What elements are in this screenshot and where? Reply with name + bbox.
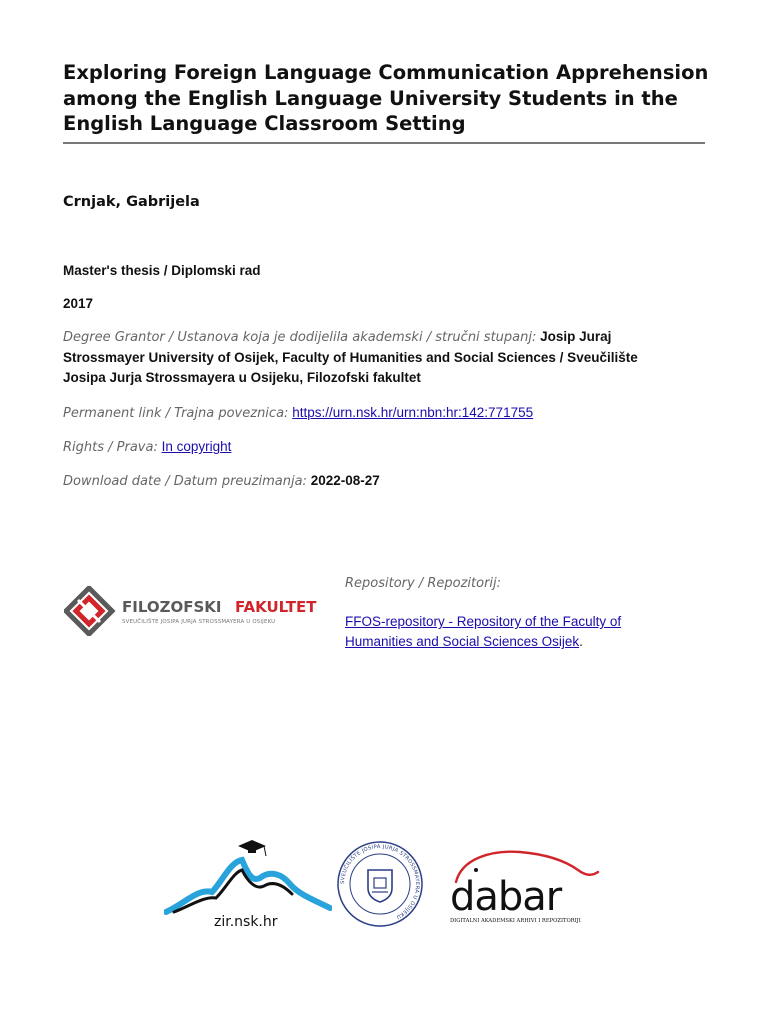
faculty-word-2: FAKULTET <box>235 598 317 616</box>
document-year: 2017 <box>63 296 94 311</box>
repository-label: Repository / Repozitorij: <box>345 576 502 591</box>
permanent-link[interactable]: https://urn.nsk.hr/urn:nbn:hr:142:771755 <box>292 405 534 420</box>
mountain-icon <box>166 860 330 912</box>
download-date-label: Download date / Datum preuzimanja: <box>63 474 307 489</box>
rights-link[interactable]: In copyright <box>161 439 232 454</box>
dabar-subtitle: DIGITALNI AKADEMSKI ARHIVI I REPOZITORIJI <box>450 918 581 924</box>
grantor-name-rest: Strossmayer University of Osijek, Faculty of Humanities and Social Sciences / Sveučilište Josipa Jurja Strossmayera u Osijeku, Filozofski fakultet <box>63 350 638 385</box>
repository-link-suffix: . <box>579 634 583 649</box>
graduation-cap-icon <box>238 840 266 856</box>
download-date: 2022-08-27 <box>310 473 380 488</box>
document-type: Master's thesis / Diplomski rad <box>63 263 261 278</box>
dabar-logo <box>446 846 606 926</box>
grantor-label: Degree Grantor / Ustanova koja je dodijelila akademski / stručni stupanj: <box>63 330 537 345</box>
permanent-link-label: Permanent link / Trajna poveznica: <box>63 406 289 421</box>
grantor-name-first: Josip Juraj <box>540 329 612 344</box>
zir-logo <box>164 838 332 930</box>
university-seal <box>336 840 424 928</box>
faculty-mark-icon <box>66 588 112 634</box>
repository-link[interactable]: FFOS-repository - Repository of the Faculty of Humanities and Social Sciences Osijek <box>345 614 622 649</box>
title-divider <box>63 142 705 144</box>
faculty-subtitle: SVEUČILIŠTE JOSIPA JURJA STROSSMAYERA U OSIJEKU <box>122 619 276 625</box>
degree-grantor <box>63 327 683 388</box>
repository-link-row <box>345 612 645 652</box>
author-name: Crnjak, Gabrijela <box>63 194 200 210</box>
dabar-logo-text: dabar <box>450 874 562 920</box>
permanent-link-row <box>63 403 533 424</box>
seal-text: SVEUČILIŠTE JOSIPA JURJA STROSSMAYERA U OSIJEKU <box>339 843 421 920</box>
download-date-row <box>63 471 380 492</box>
faculty-word-1: FILOZOFSKI <box>122 598 222 616</box>
zir-logo-text: zir.nsk.hr <box>214 914 278 930</box>
rights-row <box>63 437 231 458</box>
document-title: Exploring Foreign Language Communication Apprehension among the English Language University Students in the English Language Classroom Setting <box>63 61 709 135</box>
faculty-logo <box>64 586 326 636</box>
rights-label: Rights / Prava: <box>63 440 158 455</box>
